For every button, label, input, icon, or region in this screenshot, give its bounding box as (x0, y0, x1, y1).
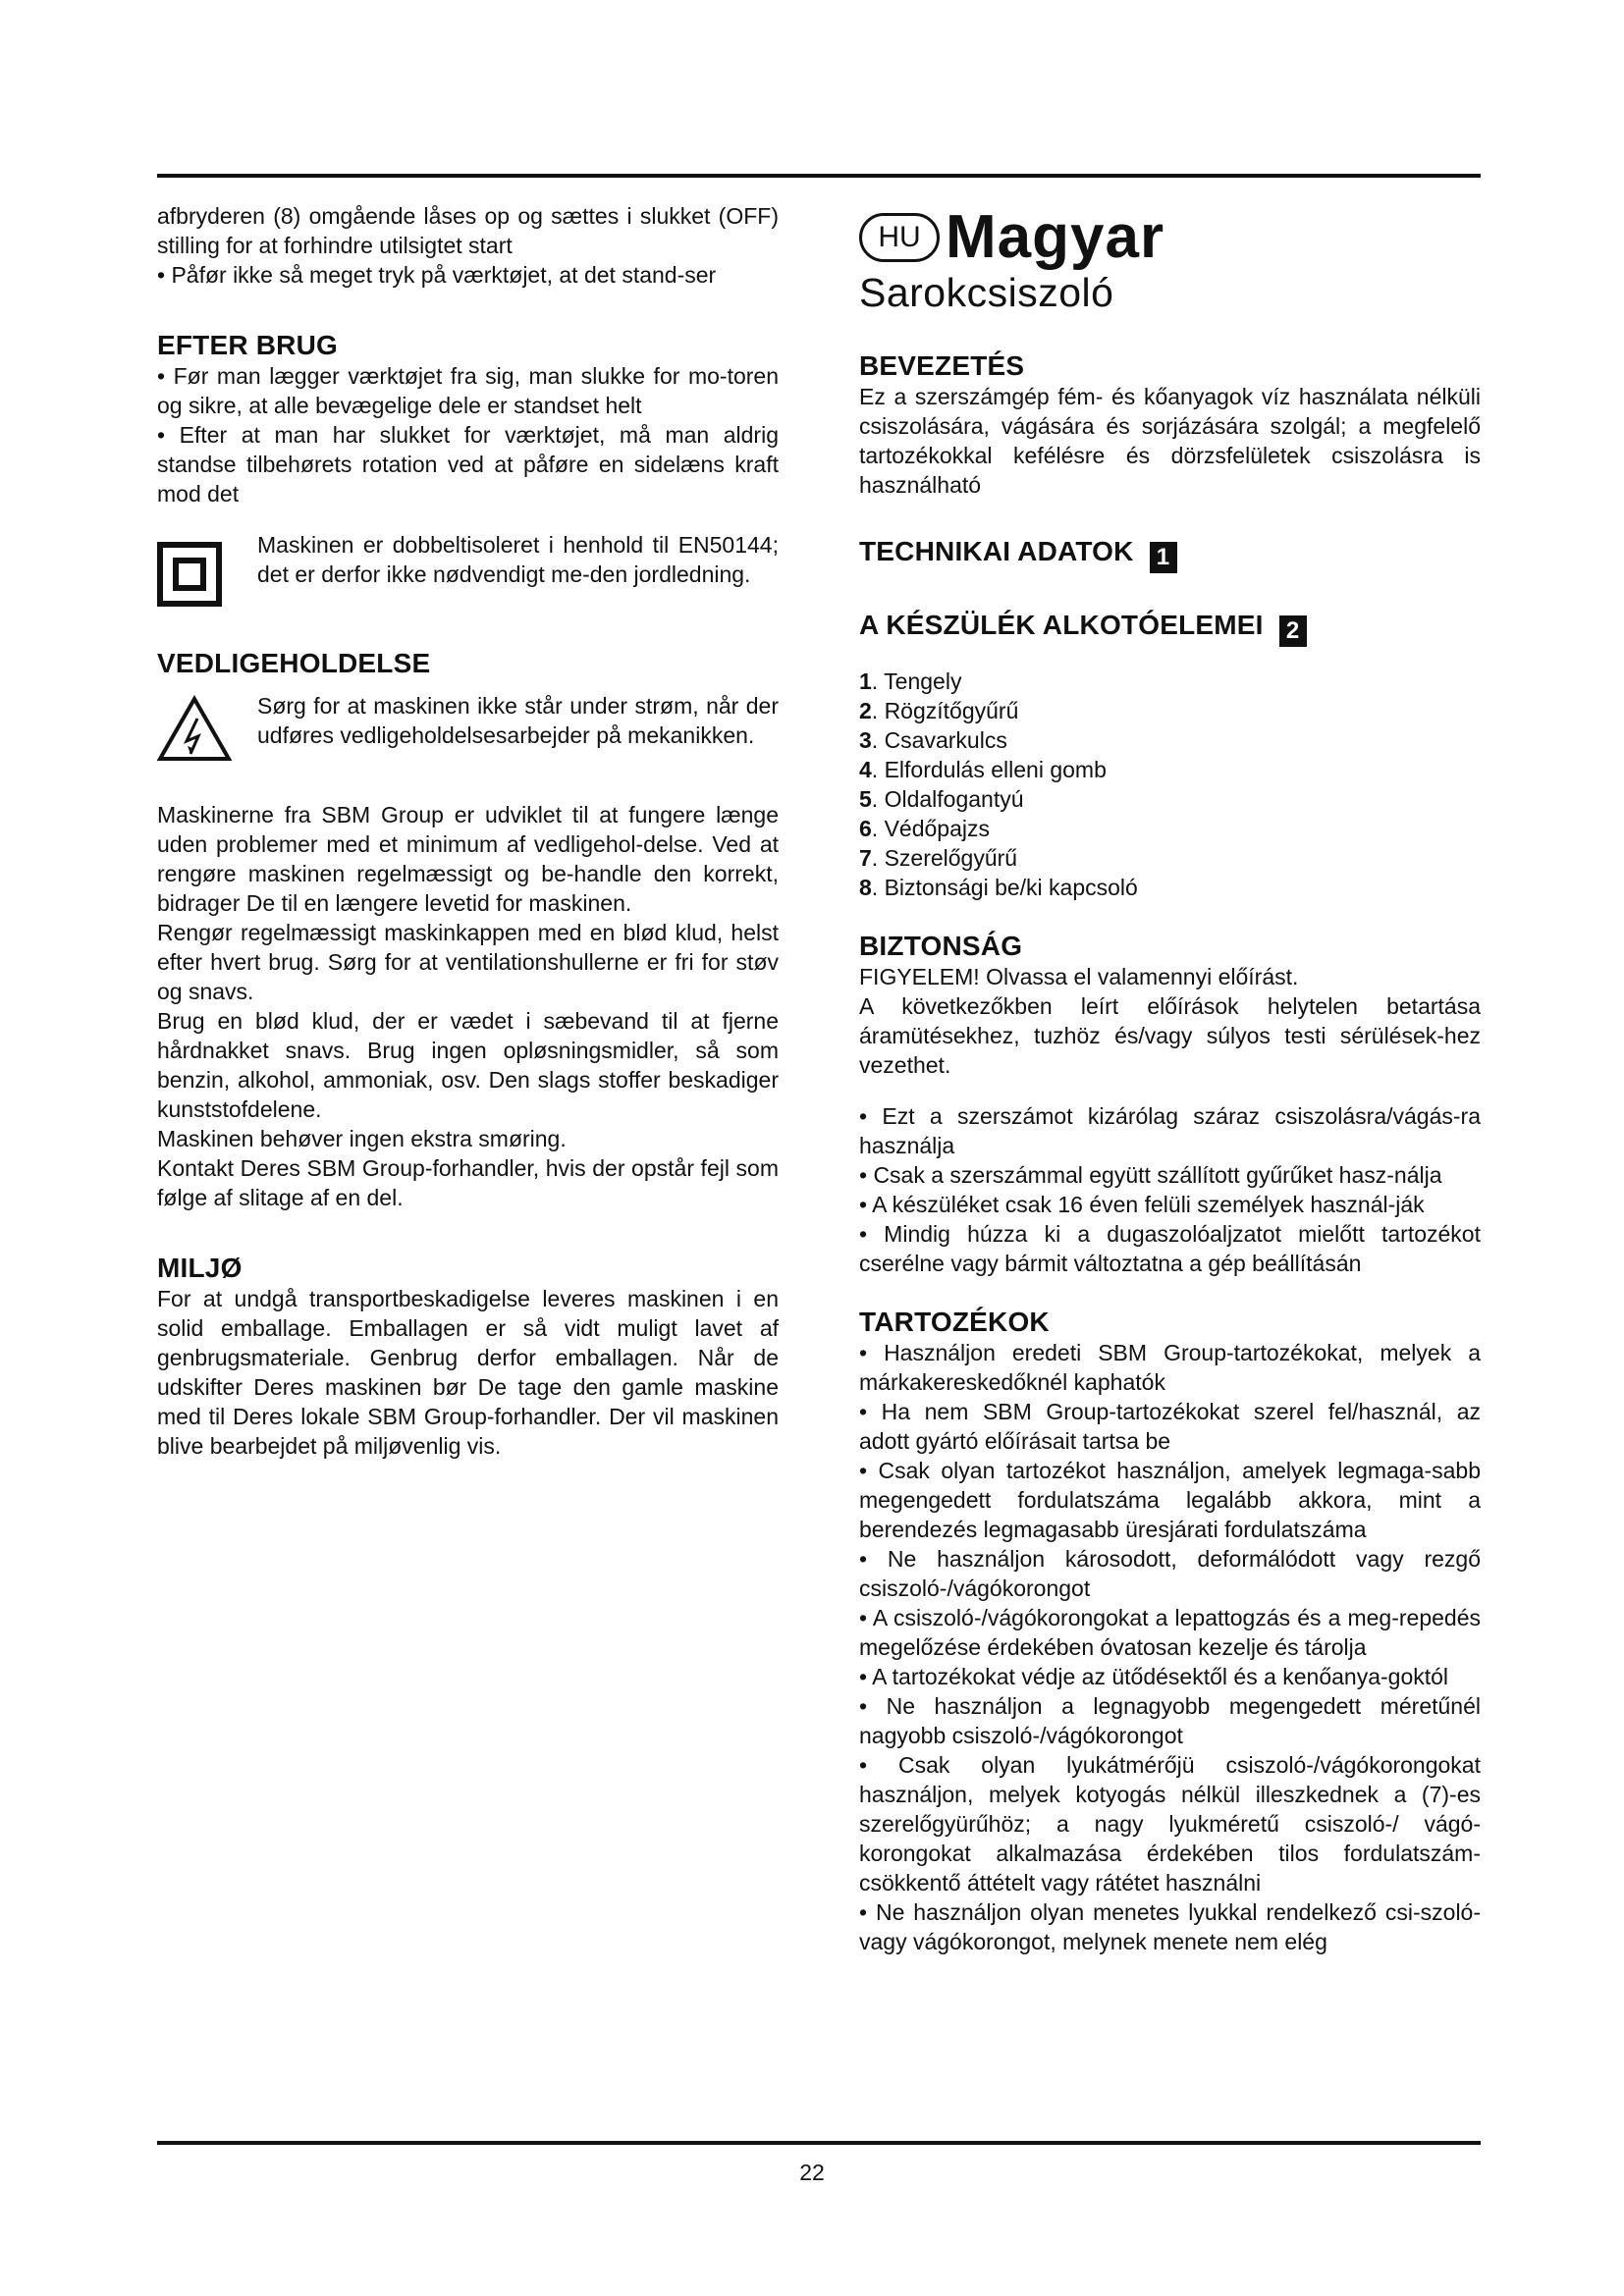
miljo-text: For at undgå transportbeskadigelse leveres maskinen i en solid emballage. Emballagen er så vidt muligt lavet af genbrugsmateriale. Genbrug derfor emballagen. Når de udskifter Deres maskinen bør De tage den gamle maskine med til Deres lokale SBM Group-forhandler. Der vil maskinen blive bearbejdet på miljøvenlig vis. (157, 1286, 779, 1459)
efter-brug-item: • Før man lægger værktøjet fra sig, man slukke for mo-toren og sikre, at alle bevægelige dele er standset helt (157, 363, 779, 418)
maintenance-paragraph: Maskinen behøver ingen ekstra smøring. (157, 1126, 567, 1151)
page-number: 22 (799, 2160, 825, 2185)
list-item: 2. Rögzítőgyűrű (859, 698, 1019, 723)
double-insulation-icon (157, 530, 257, 614)
tartozekok-item: • Ne használjon a legnagyobb megengedett méretűnél nagyobb csiszoló-/vágókorongot (859, 1693, 1481, 1748)
efter-brug-item: • Efter at man har slukket for værktøjet, må man aldrig standse tilbehørets rotation ved at påføre en sidelæns kraft mod det (157, 422, 779, 507)
section-title-vedligeholdelse: VEDLIGEHOLDELSE (157, 648, 431, 678)
tartozekok-item: • Ne használjon olyan menetes lyukkal rendelkező csi-szoló- vagy vágókorongot, melynek menete nem elég (859, 1899, 1481, 1954)
list-item: 3. Csavarkulcs (859, 727, 1007, 753)
list-item: 4. Elfordulás elleni gomb (859, 757, 1107, 782)
maintenance-warning (157, 691, 779, 769)
language-header (859, 203, 1481, 271)
bevezetes-text: Ez a szerszámgép fém- és kőanyagok víz használata nélküli csiszolására, vágására és sorjázására szolgál; a megfelelő tartozékokkal kefélésre és dörzsfelületek csiszolásra is használható (859, 384, 1481, 498)
left-column (157, 201, 779, 1461)
product-subtitle: Sarokcsiszoló (859, 270, 1114, 315)
figure-ref-badge: 1 (1150, 542, 1177, 573)
section-title-miljo: MILJØ (157, 1253, 243, 1283)
language-code-badge: HU (859, 213, 940, 262)
section-title-efter-brug: EFTER BRUG (157, 330, 338, 360)
right-column (859, 201, 1481, 1956)
tartozekok-item: • Csak olyan lyukátmérőjü csiszoló-/vágókorongokat használjon, melyek kotyogás nélkül illeszkednek a (7)-es szerelőgyürűhöz; a nagy lyukméretű csiszoló-/ vágó-korongokat alkalmazása érdekében tilos fordulatszám-csökkentő áttételt vagy rátétet használni (859, 1752, 1481, 1896)
list-item: 8. Biztonsági be/ki kapcsoló (859, 875, 1138, 900)
tartozekok-item: • Használjon eredeti SBM Group-tartozékokat, melyek a márkakereskedőknél kaphatók (859, 1340, 1481, 1395)
maintenance-paragraph: Rengør regelmæssigt maskinkappen med en blød klud, helst efter hvert brug. Sørg for at ventilationshullerne er fri for støv og snavs. (157, 920, 779, 1004)
biztonsag-item: • Ezt a szerszámot kizárólag száraz csiszolásra/vágás-ra használja (859, 1103, 1481, 1158)
top-rule (157, 174, 1481, 178)
section-title-tartozekok: TARTOZÉKOK (859, 1307, 1050, 1337)
tartozekok-item: • A tartozékokat védje az ütődésektől és a kenőanya-goktól (859, 1664, 1449, 1689)
section-title-alkotoelemei (859, 609, 1481, 647)
double-insulation-text: Maskinen er dobbeltisoleret i henhold til EN50144; det er derfor ikke nødvendigt me-den jordledning. (257, 532, 779, 587)
technikai-adatok-label: TECHNIKAI ADATOK (859, 536, 1134, 566)
section-title-bevezetes: BEVEZETÉS (859, 350, 1025, 381)
list-item: 1. Tengely (859, 668, 962, 694)
maintenance-paragraph: Kontakt Deres SBM Group-forhandler, hvis der opstår fejl som følge af slitage af en del. (157, 1155, 779, 1210)
intro-line-2: • Påfør ikke så meget tryk på værktøjet, at det stand-ser (157, 262, 717, 288)
double-insulation-notice (157, 530, 779, 614)
intro-line-1: afbryderen (8) omgående låses op og sættes i slukket (OFF) stilling for at forhindre utilsigtet start (157, 203, 779, 258)
biztonsag-item: • Csak a szerszámmal együtt szállított gyűrűket hasz-nálja (859, 1162, 1442, 1188)
section-title-biztonsag: BIZTONSÁG (859, 931, 1023, 961)
list-item: 5. Oldalfogantyú (859, 786, 1024, 812)
figure-ref-badge: 2 (1279, 615, 1307, 647)
biztonsag-item: • A készüléket csak 16 éven felüli személyek használ-ják (859, 1192, 1425, 1217)
maintenance-paragraph: Maskinerne fra SBM Group er udviklet til at fungere længe uden problemer med et minimum af vedligehol-delse. Ved at rengøre maskinen regelmæssigt og be-handle den korrekt, bidrager De til en længere levetid for maskinen. (157, 802, 779, 916)
tartozekok-item: • Ne használjon károsodott, deformálódott vagy rezgő csiszoló-/vágókorongot (859, 1546, 1481, 1601)
list-item: 7. Szerelőgyűrű (859, 845, 1018, 871)
maintenance-warning-text: Sørg for at maskinen ikke står under strøm, når der udføres vedligeholdelsesarbejder på mekanikken. (257, 693, 779, 748)
list-item: 6. Védőpajzs (859, 816, 990, 841)
tartozekok-item: • Csak olyan tartozékot használjon, amelyek legmaga-sabb megengedett fordulatszáma legalább akkora, mint a berendezés legmagasabb üresjárati fordulatszáma (859, 1458, 1481, 1542)
language-title: Magyar (946, 203, 1165, 271)
alkotoelemei-label: A KÉSZÜLÉK ALKOTÓELEMEI (859, 610, 1264, 640)
electric-hazard-icon (157, 691, 257, 769)
section-title-technikai-adatok (859, 535, 1481, 573)
bottom-rule (157, 2141, 1481, 2145)
tartozekok-item: • Ha nem SBM Group-tartozékokat szerel fel/használ, az adott gyártó előírásait tartsa be (859, 1399, 1481, 1454)
maintenance-paragraph: Brug en blød klud, der er vædet i sæbevand til at fjerne hårdnakket snavs. Brug ingen opløsningsmidler, så som benzin, alkohol, ammoniak, osv. Den slags stoffer beskadiger kunststofdelene. (157, 1008, 779, 1122)
tartozekok-item: • A csiszoló-/vágókorongokat a lepattogzás és a meg-repedés megelőzése érdekében óvatosan kezelje és tárolja (859, 1605, 1481, 1660)
biztonsag-line: A következőkben leírt előírások helytelen betartása áramütésekhez, tuzhöz és/vagy súlyos testi sérülések-hez vezethet. (859, 993, 1481, 1078)
parts-list (859, 667, 1481, 902)
biztonsag-item: • Mindig húzza ki a dugaszolóaljzatot mielőtt tartozékot cserélne vagy bármit változtatna a gép beállításán (859, 1221, 1481, 1276)
biztonsag-line: FIGYELEM! Olvassa el valamennyi előírást. (859, 964, 1299, 989)
